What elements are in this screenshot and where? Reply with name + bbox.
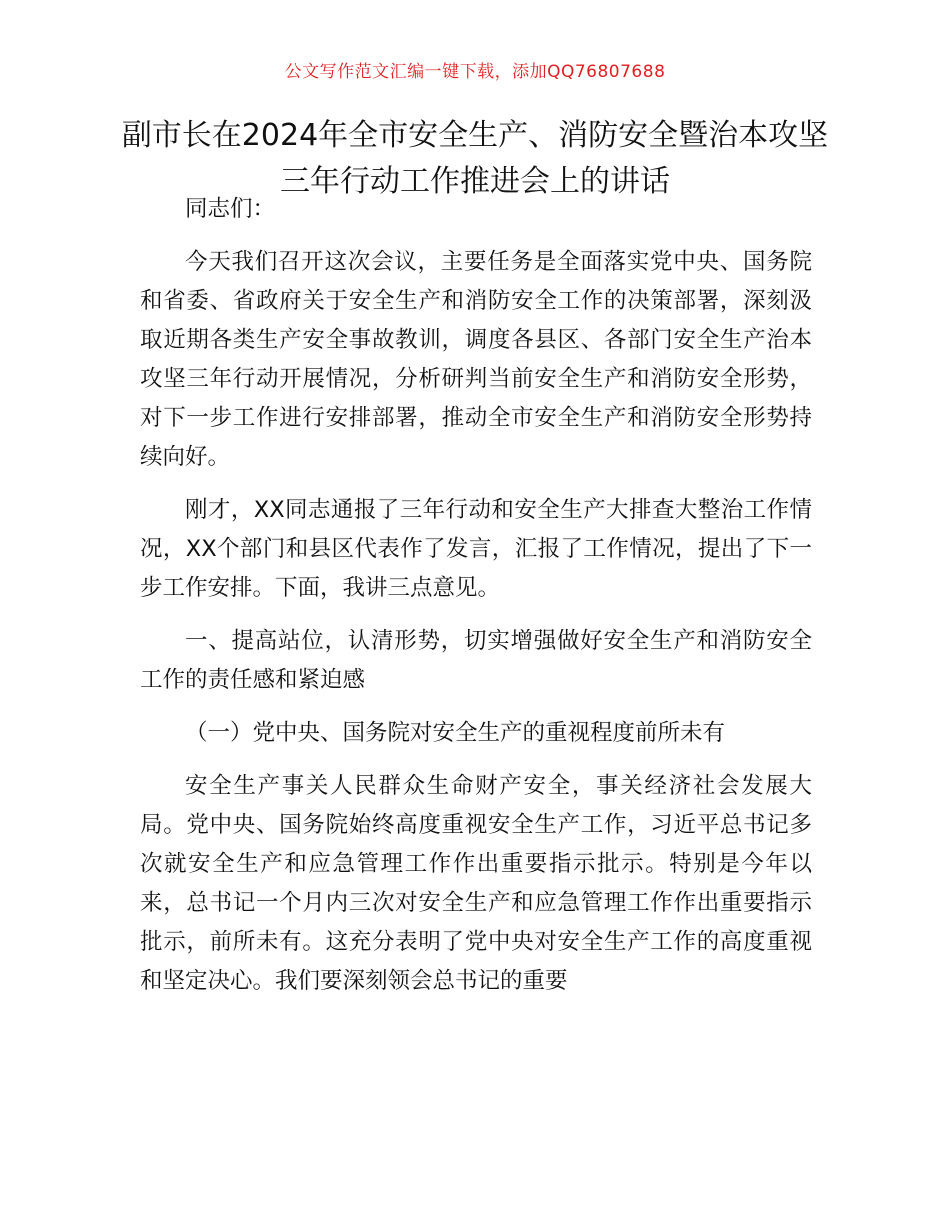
- paragraph-report: 刚才，XX同志通报了三年行动和安全生产大排查大整治工作情况，XX个部门和县区代表作了发言，汇报了工作情况，提出了下一步工作安排。下面，我讲三点意见。: [140, 497, 812, 601]
- salutation: 同志们：: [185, 196, 276, 222]
- section-heading-1: 一、提高站位，认清形势，切实增强做好安全生产和消防安全工作的责任感和紧迫感: [140, 628, 812, 693]
- subsection-heading-1: （一）党中央、国务院对安全生产的重视程度前所未有: [185, 720, 726, 746]
- paragraph-intro: 今天我们召开这次会议，主要任务是全面落实党中央、国务院和省委、省政府关于安全生产和消防安全工作的决策部署，深刻汲取近期各类生产安全事故教训，调度各县区、各部门安全生产治本攻坚三年行动开展情况，分析研判当前安全生产和消防安全形势，对下一步工作进行安排部署，推动全市安全生产和消防安全形势持续向好。: [140, 249, 812, 470]
- download-notice: 公文写作范文汇编一键下载，添加QQ76807688: [284, 62, 666, 82]
- paragraph-body: 安全生产事关人民群众生命财产安全，事关经济社会发展大局。党中央、国务院始终高度重视安全生产工作，习近平总书记多次就安全生产和应急管理工作作出重要指示批示。特别是今年以来，总书记一个月内三次对安全生产和应急管理工作作出重要指示批示，前所未有。这充分表明了党中央对安全生产工作的高度重视和坚定决心。我们要深刻领会总书记的重要: [140, 773, 812, 994]
- document-title: 副市长在2024年全市安全生产、消防安全暨治本攻坚三年行动工作推进会上的讲话: [121, 118, 829, 199]
- document-body: [140, 190, 812, 1015]
